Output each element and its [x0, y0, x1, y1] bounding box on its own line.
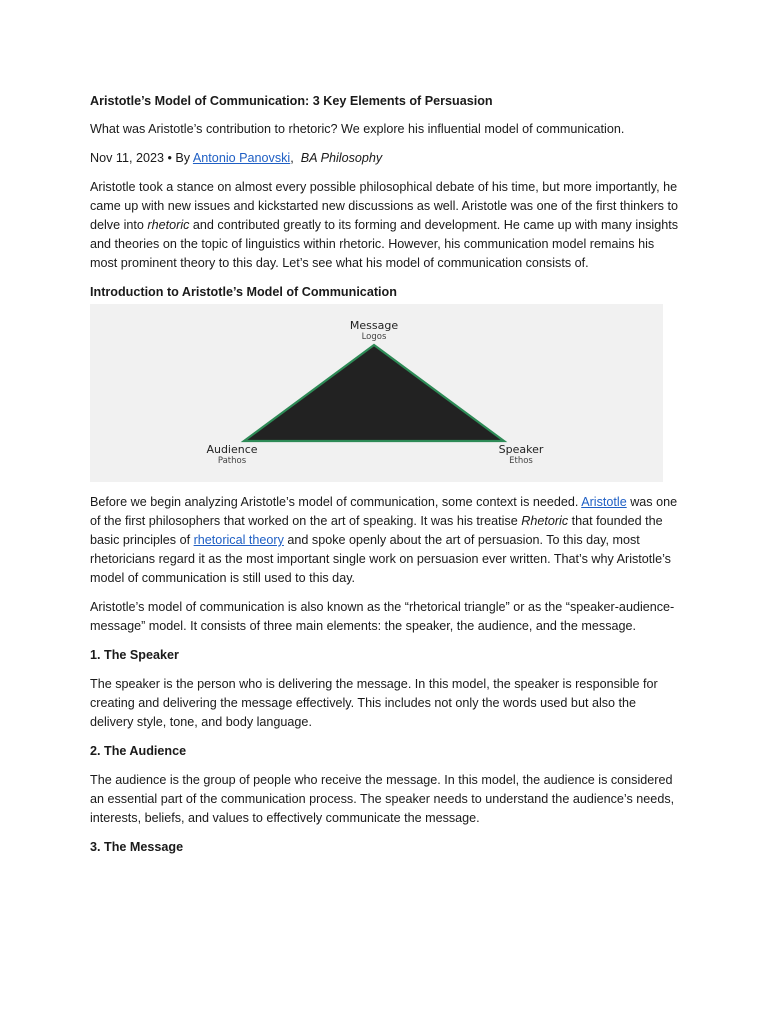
intro-paragraph — [90, 178, 680, 273]
context-emphasis: Rhetoric — [521, 514, 569, 528]
aristotle-link[interactable]: Aristotle — [581, 495, 627, 509]
vertex-sub-logos: Logos — [361, 332, 387, 342]
section-heading-introduction: Introduction to Aristotle’s Model of Communication — [90, 285, 397, 299]
context-text-c: that founded the basic principles of — [90, 514, 663, 547]
article-body — [90, 92, 680, 867]
section-heading-message: 3. The Message — [90, 840, 184, 854]
vertex-label-message: Message — [349, 319, 399, 332]
context-text-a: Before we begin analyzing Aristotle’s model of communication, some context is needed. — [90, 495, 582, 509]
triangle-paragraph: Aristotle’s model of communication is also known as the “rhetorical triangle” or as the “speaker-audience-message” model. It consists of three main elements: the speaker, the audience, and the message. — [90, 600, 675, 633]
vertex-sub-pathos: Pathos — [217, 456, 247, 466]
intro-emphasis: rhetoric — [147, 218, 190, 232]
rhetorical-triangle-diagram — [90, 304, 663, 482]
triangle-svg — [90, 304, 663, 482]
author-link[interactable]: Antonio Panovski — [192, 151, 291, 165]
author-separator: , — [290, 151, 301, 165]
context-paragraph — [90, 493, 680, 588]
vertex-sub-ethos: Ethos — [509, 456, 533, 466]
vertex-label-speaker: Speaker — [498, 443, 544, 456]
context-text-d: and spoke openly about the art of persuasion. To this day, most rhetoricians regard it as the most important single work on persuasion ever written. That’s why Aristotle’s model of communication is still used to this day. — [90, 533, 671, 585]
intro-text-a: Aristotle took a stance on almost every possible philosophical debate of his time, but more importantly, he came up with new issues and kickstarted new discussions as well. Aristotle was one of the first thinkers to delve into — [90, 180, 678, 232]
audience-paragraph: The audience is the group of people who receive the message. In this model, the audience is considered an essential part of the communication process. The speaker needs to understand the audience’s needs, interests, beliefs, and values to effectively communicate the message. — [90, 773, 675, 825]
vertex-label-audience: Audience — [206, 443, 258, 456]
article-title: Aristotle’s Model of Communication: 3 Key Elements of Persuasion — [90, 94, 493, 108]
byline-text: • By — [163, 151, 193, 165]
speaker-paragraph: The speaker is the person who is delivering the message. In this model, the speaker is responsible for creating and delivering the message effectively. This includes not only the words used but also the delivery style, tone, and body language. — [90, 677, 658, 729]
intro-text-b: and contributed greatly to its forming and development. He came up with many insights and theories on the topic of linguistics within rhetoric. However, his communication model remains his most prominent theory to this day. Let’s see what his model of communication consists of. — [90, 218, 679, 270]
publish-date: Nov 11, 2023 — [90, 151, 164, 165]
rhetorical-theory-link[interactable]: rhetorical theory — [193, 533, 284, 547]
article-meta — [90, 149, 680, 168]
section-heading-speaker: 1. The Speaker — [90, 648, 179, 662]
context-text-b: was one of the first philosophers that worked on the art of speaking. It was his treatise — [90, 495, 678, 528]
author-credential: BA Philosophy — [300, 151, 383, 165]
triangle-shape — [244, 345, 504, 441]
section-heading-audience: 2. The Audience — [90, 744, 187, 758]
article-subtitle: What was Aristotle’s contribution to rhetoric? We explore his influential model of communication. — [90, 122, 625, 136]
